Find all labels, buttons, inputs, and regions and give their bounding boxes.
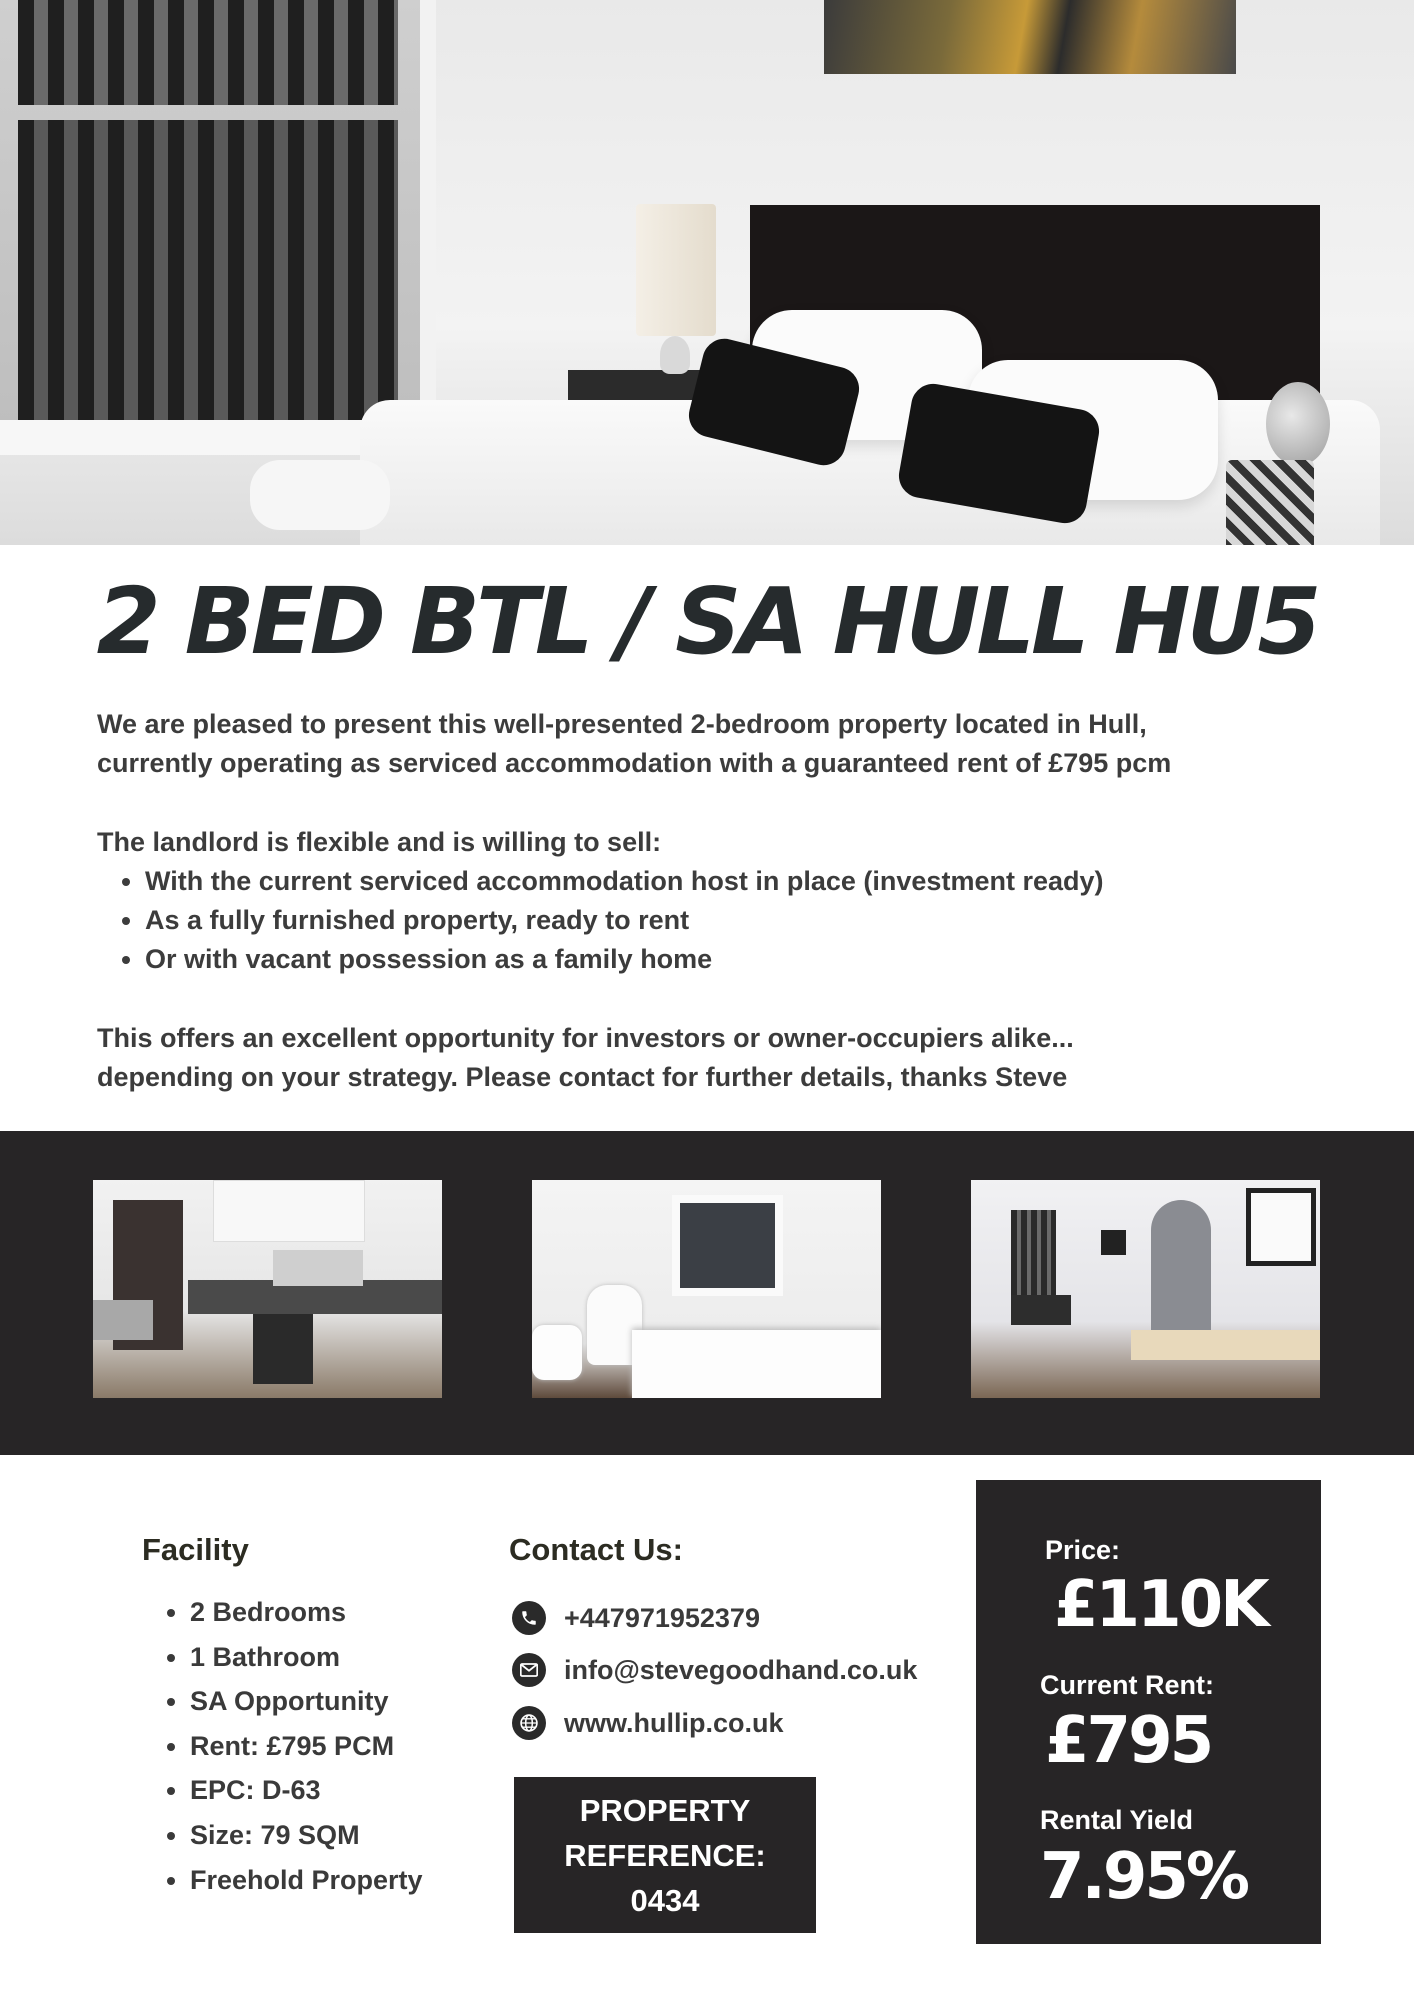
facility-item: • 2 Bedrooms — [190, 1590, 423, 1635]
intro-line: We are pleased to present this well-presented 2-bedroom property located in Hull, — [97, 709, 1147, 739]
facility-item: • Rent: £795 PCM — [190, 1724, 423, 1769]
price-value: £110K — [1054, 1568, 1267, 1642]
photo-wall-art — [824, 0, 1236, 74]
sale-option: • As a fully furnished property, ready to rent — [145, 901, 1337, 940]
sale-options-list — [97, 862, 1337, 979]
closing-line: This offers an excellent opportunity for investors or owner-occupiers alike... — [97, 1023, 1074, 1053]
intro-line: currently operating as serviced accommodation with a guaranteed rent of £795 pcm — [97, 748, 1172, 778]
living-room-photo — [971, 1180, 1320, 1398]
closing-line: depending on your strategy. Please contact for further details, thanks Steve — [97, 1062, 1068, 1092]
rent-value: £795 — [1045, 1704, 1212, 1778]
reference-label: REFERENCE: — [564, 1837, 766, 1873]
sale-option: • Or with vacant possession as a family home — [145, 940, 1337, 979]
photo-mirror — [1266, 382, 1330, 466]
contact-website[interactable]: www.hullip.co.uk — [564, 1707, 784, 1738]
sale-option: • With the current serviced accommodation host in place (investment ready) — [145, 862, 1337, 901]
contact-heading: Contact Us: — [509, 1532, 683, 1567]
photo-window — [0, 0, 436, 455]
photo-lamp — [636, 204, 716, 336]
yield-value: 7.95% — [1040, 1840, 1248, 1914]
facility-item: • SA Opportunity — [190, 1679, 423, 1724]
rent-label: Current Rent: — [1040, 1670, 1214, 1700]
facility-item: • Freehold Property — [190, 1858, 423, 1903]
globe-icon — [512, 1706, 546, 1740]
phone-icon — [512, 1601, 546, 1635]
listing-description — [97, 705, 1337, 1097]
hero-bedroom-photo — [0, 0, 1414, 545]
facility-list — [142, 1590, 423, 1902]
yield-label: Rental Yield — [1040, 1805, 1194, 1835]
facility-item: • 1 Bathroom — [190, 1635, 423, 1680]
photo-bin — [1226, 460, 1314, 545]
listing-title: 2 BED BTL / SA HULL HU5 — [96, 568, 1318, 675]
facility-heading: Facility — [142, 1532, 249, 1567]
photo-gallery — [0, 1131, 1414, 1455]
property-reference-box — [514, 1777, 816, 1933]
facility-item: • Size: 79 SQM — [190, 1813, 423, 1858]
envelope-icon — [512, 1653, 546, 1687]
bathroom-photo — [532, 1180, 881, 1398]
contact-email-row[interactable] — [512, 1653, 917, 1687]
contact-phone-row[interactable] — [512, 1601, 760, 1635]
price-label: Price: — [1045, 1535, 1121, 1565]
facility-item: • EPC: D-63 — [190, 1768, 423, 1813]
pricing-panel — [976, 1480, 1321, 1944]
contact-phone[interactable]: +447971952379 — [564, 1602, 760, 1633]
reference-number: 0434 — [630, 1882, 700, 1918]
contact-website-row[interactable] — [512, 1706, 784, 1740]
kitchen-photo — [93, 1180, 442, 1398]
contact-email[interactable]: info@stevegoodhand.co.uk — [564, 1654, 918, 1685]
reference-label: PROPERTY — [579, 1792, 751, 1828]
landlord-line: The landlord is flexible and is willing to sell: — [97, 827, 662, 857]
